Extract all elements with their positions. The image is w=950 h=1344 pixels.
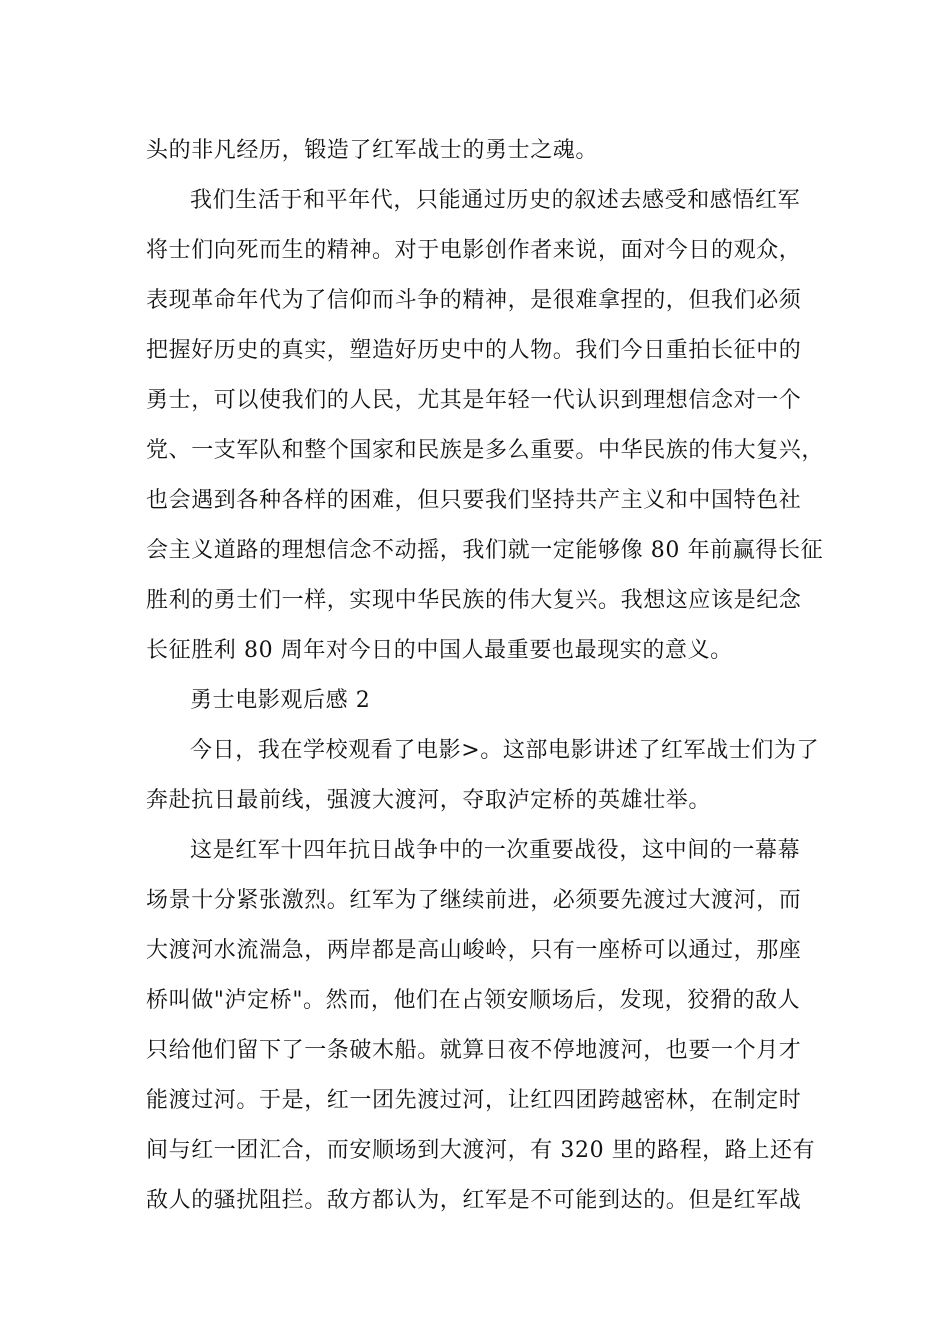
text-line: 将士们向死而生的精神。对于电影创作者来说，面对今日的观众， xyxy=(146,238,802,263)
text-line: 间与红一团汇合，而安顺场到大渡河，有 320 里的路程，路上还有 xyxy=(146,1138,816,1163)
text-line: 长征胜利 80 周年对今日的中国人最重要也最现实的意义。 xyxy=(146,638,733,663)
text-line: 场景十分紧张激烈。红军为了继续前进，必须要先渡过大渡河，而 xyxy=(146,888,802,913)
text-line: 敌人的骚扰阻拦。敌方都认为，红军是不可能到达的。但是红军战 xyxy=(146,1188,802,1213)
text-line: 大渡河水流湍急，两岸都是高山峻岭，只有一座桥可以通过，那座 xyxy=(146,938,802,963)
text-line: 桥叫做"泸定桥"。然而，他们在占领安顺场后，发现，狡猾的敌人 xyxy=(146,988,801,1013)
text-line: 会主义道路的理想信念不动摇，我们就一定能够像 80 年前赢得长征 xyxy=(146,538,824,563)
text-line: 也会遇到各种各样的困难，但只要我们坚持共产主义和中国特色社 xyxy=(146,488,802,513)
text-line: 党、一支军队和整个国家和民族是多么重要。中华民族的伟大复兴， xyxy=(146,438,825,463)
text-line: 我们生活于和平年代，只能通过历史的叙述去感受和感悟红军 xyxy=(190,188,801,213)
text-line: 表现革命年代为了信仰而斗争的精神，是很难拿捏的，但我们必须 xyxy=(146,288,802,313)
text-line: 胜利的勇士们一样，实现中华民族的伟大复兴。我想这应该是纪念 xyxy=(146,588,802,613)
text-line: 勇士，可以使我们的人民，尤其是年轻一代认识到理想信念对一个 xyxy=(146,388,802,413)
text-line: 能渡过河。于是，红一团先渡过河，让红四团跨越密林，在制定时 xyxy=(146,1088,802,1113)
text-line: 只给他们留下了一条破木船。就算日夜不停地渡河，也要一个月才 xyxy=(146,1038,802,1063)
text-line: 把握好历史的真实，塑造好历史中的人物。我们今日重拍长征中的 xyxy=(146,338,802,363)
text-line: 今日，我在学校观看了电影>。这部电影讲述了红军战士们为了 xyxy=(190,738,820,763)
text-line: 头的非凡经历，锻造了红军战士的勇士之魂。 xyxy=(146,138,599,163)
section-heading: 勇士电影观后感 2 xyxy=(190,688,371,713)
text-line: 奔赴抗日最前线，强渡大渡河，夺取泸定桥的英雄壮举。 xyxy=(146,788,712,813)
text-line: 这是红军十四年抗日战争中的一次重要战役，这中间的一幕幕 xyxy=(190,838,801,863)
